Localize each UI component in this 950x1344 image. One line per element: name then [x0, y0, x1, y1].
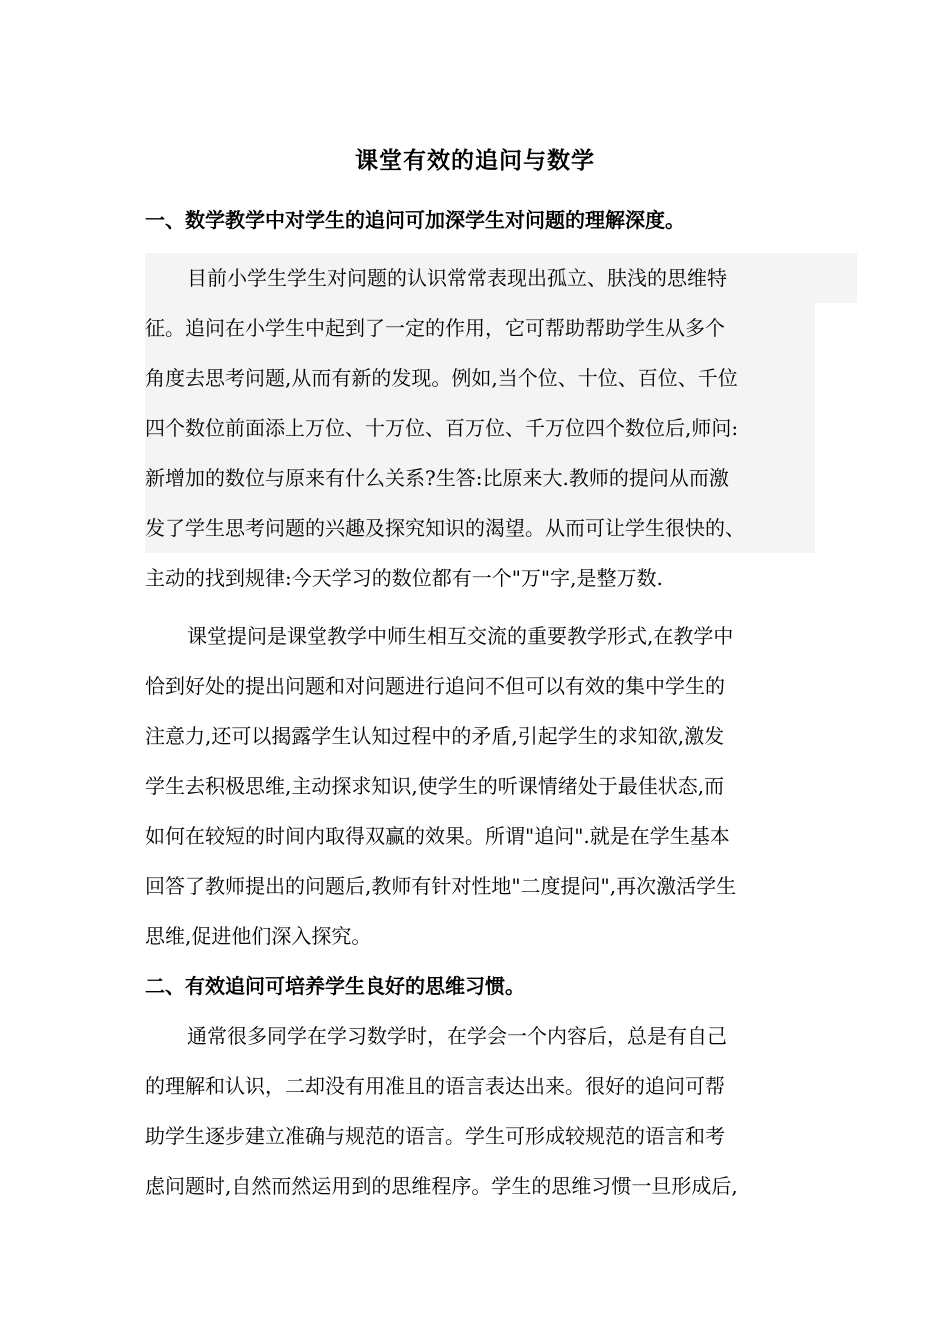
- document-title: 课堂有效的追问与数学: [355, 147, 595, 174]
- paragraph-line: 课堂提问是课堂教学中师生相互交流的重要教学形式,在教学中: [187, 624, 734, 648]
- paragraph-1: [145, 253, 825, 603]
- paragraph-line: 学生去积极思维,主动探求知识,使学生的听课情绪处于最佳状态,而: [145, 774, 725, 798]
- paragraph-line: 的理解和认识，二却没有用准且的语言表达出来。很好的追问可帮: [145, 1074, 725, 1098]
- paragraph-line: 回答了教师提出的问题后,教师有针对性地"二度提问",再次激活学生: [145, 874, 737, 898]
- paragraph-line: 恰到好处的提出问题和对问题进行追问不但可以有效的集中学生的: [145, 674, 725, 698]
- paragraph-line: 新增加的数位与原来有什么关系?生答:比原来大.教师的提问从而激: [145, 453, 815, 503]
- paragraph-line: 目前小学生学生对问题的认识常常表现出孤立、肤浅的思维特: [145, 253, 857, 303]
- paragraph-line: 思维,促进他们深入探究。: [145, 924, 372, 948]
- paragraph-line: 征。追问在小学生中起到了一定的作用，它可帮助帮助学生从多个: [145, 303, 815, 353]
- paragraph-line: 四个数位前面添上万位、十万位、百万位、千万位四个数位后,师问:: [145, 403, 815, 453]
- section-heading-2: 二、有效追问可培养学生良好的思维习惯。: [145, 974, 525, 998]
- paragraph-line: 如何在较短的时间内取得双赢的效果。所谓"追问".就是在学生基本: [145, 824, 730, 848]
- paragraph-line: 通常很多同学在学习数学时，在学会一个内容后，总是有自己: [187, 1024, 727, 1048]
- paragraph-2: [145, 611, 825, 961]
- section-heading-1: 一、数学教学中对学生的追问可加深学生对问题的理解深度。: [145, 208, 685, 232]
- paragraph-line: 助学生逐步建立准确与规范的语言。学生可形成较规范的语言和考: [145, 1124, 725, 1148]
- paragraph-line: 注意力,还可以揭露学生认知过程中的矛盾,引起学生的求知欲,激发: [145, 724, 725, 748]
- paragraph-line: 角度去思考问题,从而有新的发现。例如,当个位、十位、百位、千位: [145, 353, 815, 403]
- paragraph-line: 发了学生思考问题的兴趣及探究知识的渴望。从而可让学生很快的、: [145, 503, 815, 553]
- paragraph-3: [145, 1011, 825, 1211]
- paragraph-line: 主动的找到规律:今天学习的数位都有一个"万"字,是整万数.: [145, 566, 663, 590]
- paragraph-line: 虑问题时,自然而然运用到的思维程序。学生的思维习惯一旦形成后,: [145, 1174, 738, 1198]
